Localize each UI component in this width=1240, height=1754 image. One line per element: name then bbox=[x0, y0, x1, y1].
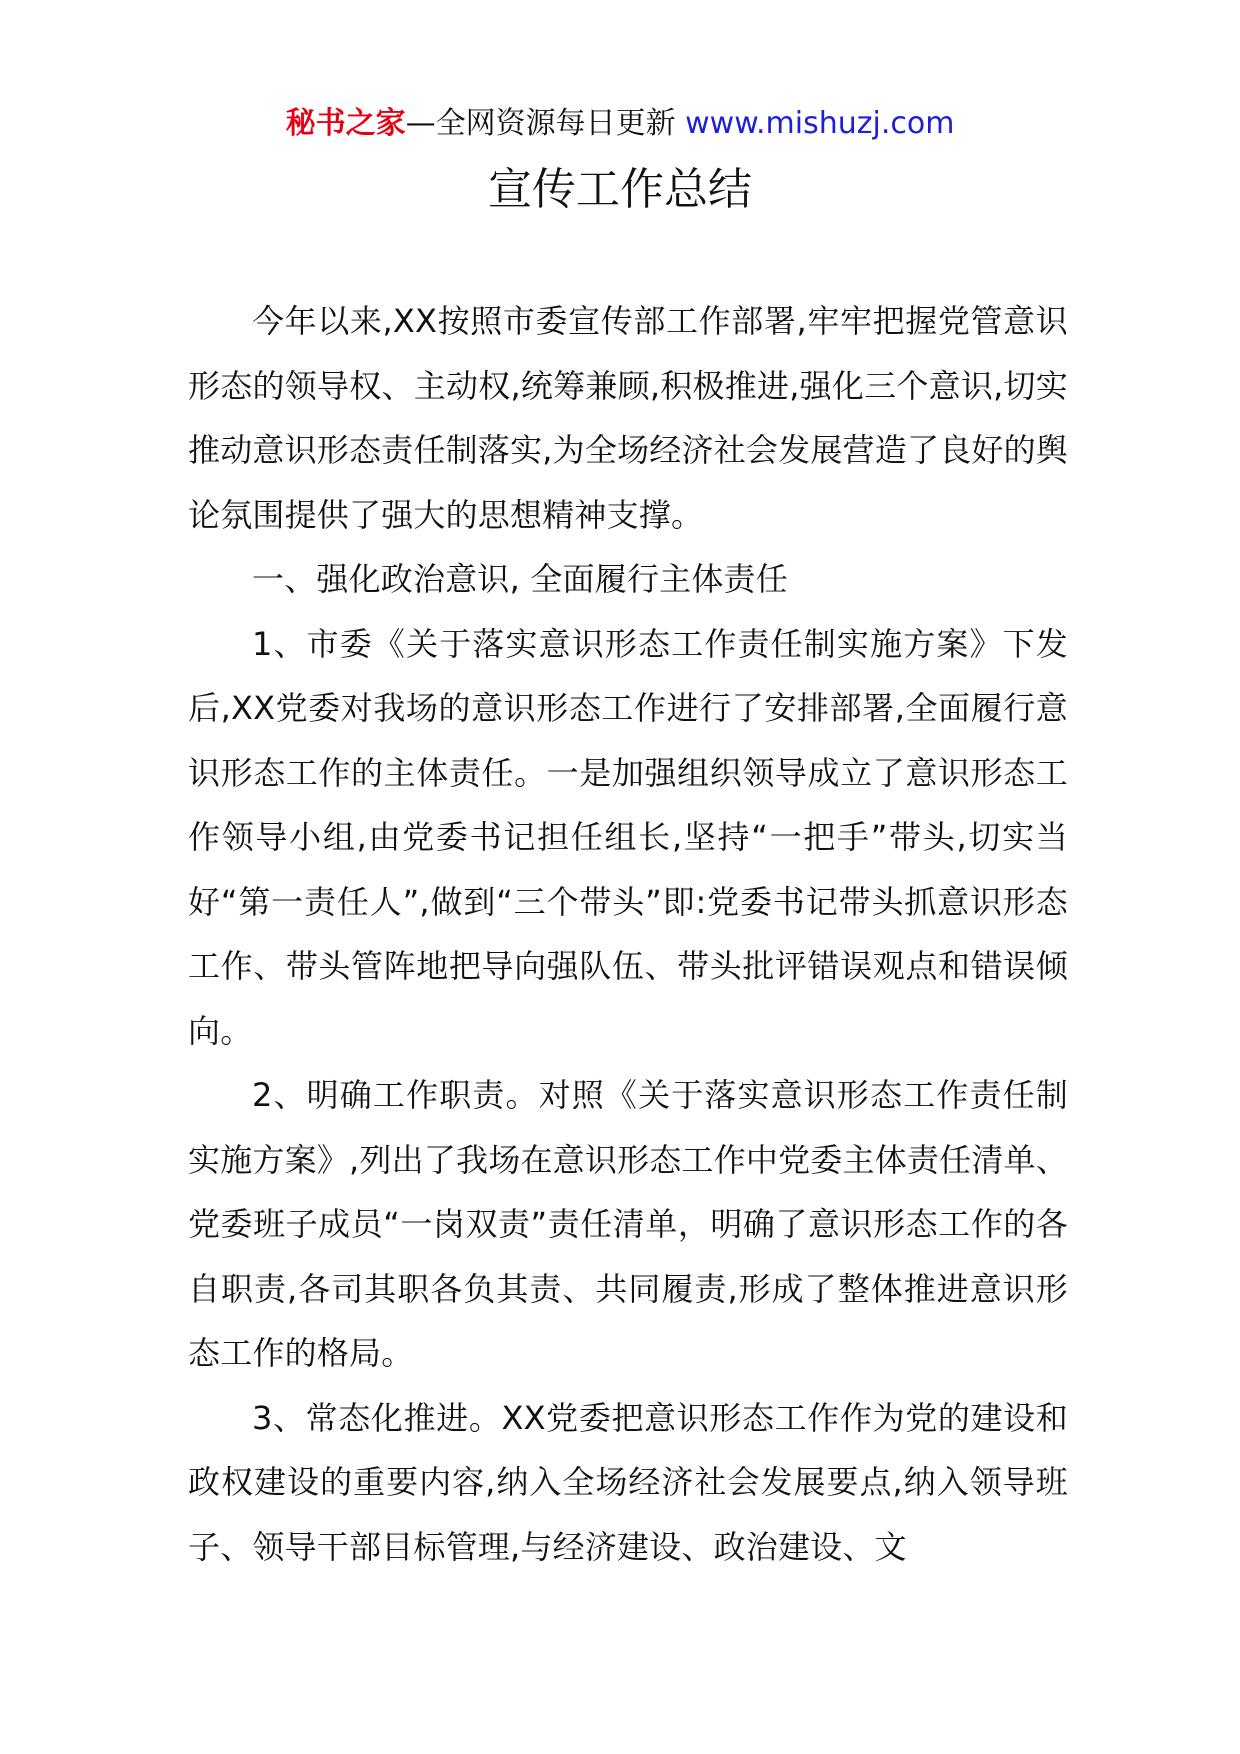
site-header bbox=[0, 104, 1240, 144]
site-url-link[interactable]: www.mishuzj.com bbox=[685, 106, 955, 141]
paragraph-item-3: 3、常态化推进。XX党委把意识形态工作作为党的建设和政权建设的重要内容,纳入全场经济社会发展要点,纳入领导班子、领导干部目标管理,与经济建设、政治建设、文 bbox=[188, 1398, 1068, 1566]
site-slogan: —全网资源每日更新 bbox=[405, 106, 686, 141]
document-title: 宣传工作总结 bbox=[488, 164, 752, 215]
section-heading: 一、强化政治意识, 全面履行主体责任 bbox=[252, 560, 788, 598]
document-body bbox=[188, 289, 1068, 1579]
site-brand: 秘书之家 bbox=[285, 106, 406, 141]
paragraph-item-2: 2、明确工作职责。对照《关于落实意识形态工作责任制实施方案》,列出了我场在意识形态工作中党委主体责任清单、党委班子成员“一岗双责”责任清单，明确了意识形态工作的各自职责,各司其职各负其责、共同履责,形成了整体推进意识形态工作的格局。 bbox=[188, 1076, 1068, 1372]
paragraph-item-1: 1、市委《关于落实意识形态工作责任制实施方案》下发后,XX党委对我场的意识形态工作进行了安排部署,全面履行意识形态工作的主体责任。一是加强组织领导成立了意识形态工作领导小组,由党委书记担任组长,坚持“一把手”带头,切实当好“第一责任人”,做到“三个带头”即:党委书记带头抓意识形态工作、带头管阵地把导向强队伍、带头批评错误观点和错误倾向。 bbox=[188, 624, 1068, 1050]
intro-paragraph: 今年以来,XX按照市委宣传部工作部署,牢牢把握党管意识形态的领导权、主动权,统筹兼顾,积极推进,强化三个意识,切实推动意识形态责任制落实,为全场经济社会发展营造了良好的舆论氛围提供了强大的思想精神支撑。 bbox=[188, 302, 1068, 534]
